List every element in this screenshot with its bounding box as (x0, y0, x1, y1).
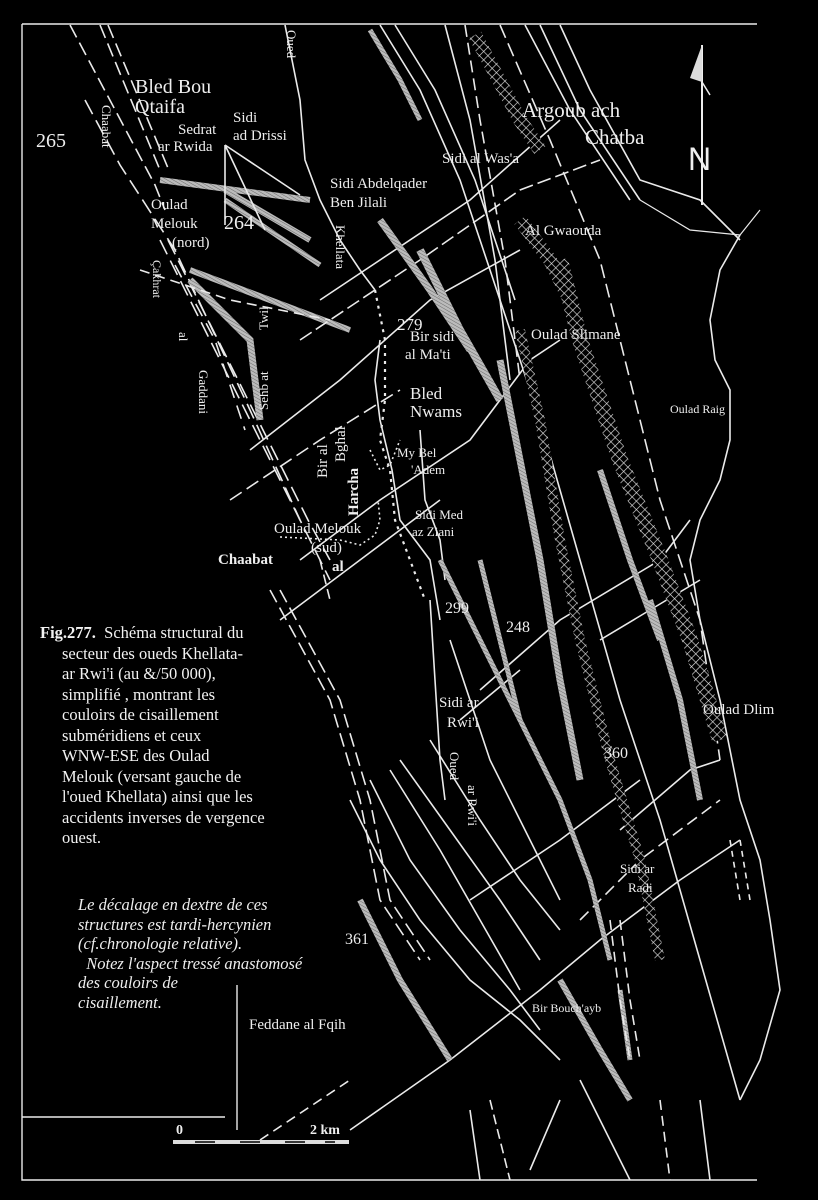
spot-height: 299 (445, 600, 469, 617)
spot-height: 248 (506, 619, 530, 636)
place-label: Bghal (333, 426, 349, 462)
place-label: Sidi al Was'a (442, 151, 520, 167)
scale-end-label: 2 km (310, 1123, 340, 1138)
place-label: Oulad (151, 197, 188, 213)
place-label: Oulad Melouk (274, 521, 362, 537)
caption-line: Melouk (versant gauche de (62, 766, 242, 786)
place-label: Nwams (410, 402, 462, 421)
place-label: Oulad Raig (670, 402, 725, 416)
figure-caption (40, 623, 307, 849)
place-label: (nord) (172, 235, 210, 251)
figure-note (78, 895, 358, 1012)
caption-line: simplifié , montrant les (62, 684, 216, 704)
spot-height: 265 (36, 130, 66, 152)
caption-line: subméridiens et ceux (62, 725, 202, 745)
place-label: Oulad Slimane (531, 327, 621, 343)
place-label: Rwi'i (447, 715, 479, 731)
place-label: Oulad Dlim (703, 702, 775, 718)
spot-height: 360 (604, 745, 628, 762)
place-label: Sidi ar (620, 861, 655, 876)
caption-line: ouest. (62, 828, 101, 847)
wadi-label: Khellata (333, 225, 348, 270)
caption-line: Schéma structural du (104, 623, 244, 642)
place-label: Qtaifa (135, 96, 185, 118)
place-label: Ben Jilali (330, 195, 388, 211)
wadi-label: al (176, 332, 191, 342)
place-label: Sidi Med (415, 507, 464, 522)
caption-line: l'oued Khellata) ainsi que les (62, 787, 253, 806)
place-label: Sidi Abdelqader (330, 176, 428, 192)
place-label: al (332, 559, 344, 575)
place-label: az Ziani (412, 524, 455, 539)
place-label: Chatba (585, 125, 645, 149)
place-label: Feddane al Fqih (249, 1017, 346, 1033)
spot-height: 264 (224, 212, 254, 234)
place-label: ar Rwida (158, 139, 213, 155)
spot-height: 279 (397, 315, 423, 334)
caption-line: secteur des oueds Khellata- (62, 643, 243, 663)
place-label: Al Gwaouda (525, 223, 602, 239)
place-label: Bled Bou (135, 76, 212, 98)
wadi-label: Twil (256, 306, 271, 330)
note-line: (cf.chronologie relative). (78, 934, 243, 953)
note-line: Notez l'aspect tressé anastomosé (78, 953, 303, 973)
place-label: Radi (628, 880, 653, 895)
note-line: structures est tardi-hercynien (78, 914, 272, 934)
place-label: Melouk (151, 216, 198, 232)
place-label: Chaabat (218, 552, 274, 568)
figure-number: Fig.277. (40, 623, 96, 642)
note-line: cisaillement. (78, 992, 162, 1012)
caption-line: couloirs de cisaillement (62, 705, 219, 724)
place-label: Argoub ach (522, 98, 621, 122)
scale-bar (173, 1140, 349, 1144)
place-label: 'Adem (411, 462, 446, 477)
wadi-label: Oued (284, 30, 299, 59)
caption-line: WNW-ESE des Oulad (62, 746, 210, 765)
wadi-label: Gaddani (196, 370, 211, 415)
place-label: Bir Bouch'ayb (532, 1001, 602, 1015)
place-label: Bir sidi (410, 329, 455, 345)
scale-start-label: 0 (176, 1123, 183, 1138)
note-line: Le décalage en dextre de ces (78, 895, 268, 914)
place-label: al Ma'ti (405, 347, 451, 363)
wadi-label: Sehb at (256, 371, 271, 410)
place-label: (sud) (311, 540, 342, 556)
wadi-label: Harcha (346, 467, 362, 516)
place-label: ad Drissi (233, 128, 287, 144)
wadi-label: Chaabat (99, 105, 114, 148)
place-label: Bir al (315, 444, 331, 478)
place-label: My Bel (397, 445, 437, 460)
caption-line: accidents inverses de vergence (62, 807, 265, 827)
wadi-label: Çakhrat (150, 260, 164, 298)
place-label: Sedrat (178, 122, 217, 138)
place-label: Sidi (233, 110, 258, 126)
wadi-label: ar Rwi'i (465, 785, 480, 826)
wadi-label: Oued (447, 752, 462, 781)
place-label: Sidi ar (439, 695, 479, 711)
north-arrow-icon (690, 45, 710, 205)
north-label: N (688, 141, 712, 177)
spot-height: 361 (345, 931, 369, 948)
place-label: Bled (410, 384, 443, 403)
caption-line: ar Rwi'i (au &/50 000), (62, 664, 216, 683)
note-line: des couloirs de (78, 973, 178, 992)
